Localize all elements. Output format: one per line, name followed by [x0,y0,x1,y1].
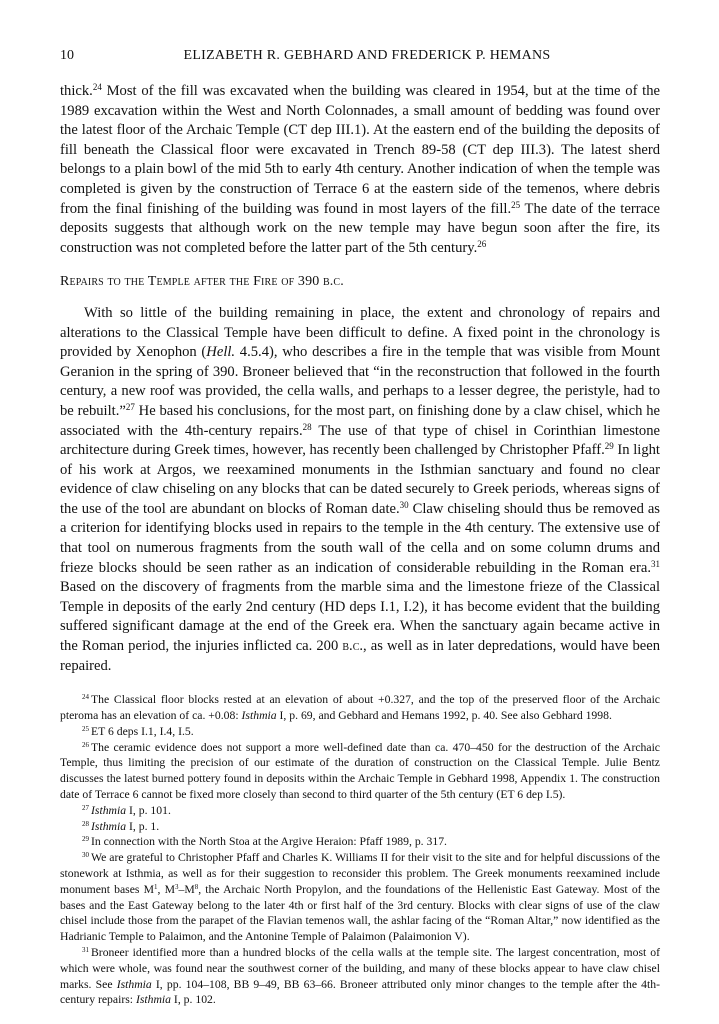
footnote-ref[interactable]: 27 [125,401,135,412]
paragraph-1: thick.$^{24}$ Most of the fill was excavated when the building was cleared in 1954, but at the time of the 1989 excavation within the West and North Colonnades, a small amount of bedding was found over the latest floor of the Archaic Temple (CT dep III.1). At the eastern end of the building the deposits of fill beneath the Classical floor were excavated in Trench 89-58 (CT dep III.3). The latest sherd belongs to a plain bowl of the mid 5th to early 4th century. Another indication of when the temple was completed is given by the construction of Terrace 6 at the eastern side of the temenos, where debris from the final finishing of the building was found in most layers of the fill.$^{25}$ The date of the terrace deposits suggests that although work on the new temple may have begun soon after the fire, its construction was not completed before the latter part of the 5th century.$^{26}$ [60,82,660,256]
footnote-ref[interactable]: 29 [604,441,614,452]
footnote-27: $^{27}$ Isthmia I, p. 101. [82,803,171,817]
footnote-28: $^{28}$ Isthmia I, p. 1. [82,819,160,833]
running-head: ELIZABETH R. GEBHARD AND FREDERICK P. HEMANS [183,48,551,63]
footnote-ref[interactable]: 26 [477,238,487,249]
footnote-24: $^{24}$ The Classical floor blocks rested at an elevation of about +0.327, and the top of the preserved floor of the Archaic pteroma has an elevation of ca. +0.08: Isthmia I, p. 69, and Gebhard and Hemans 1992, p. 40. See also Gebhard 1998. [60,693,660,723]
footnote-ref[interactable]: 31 [651,558,660,569]
page-header [60,48,660,70]
section-heading: Repairs to the Temple after the Fire of 390 b.c. [60,274,344,290]
footnote-ref[interactable]: 25 [511,199,521,210]
footnote-ref[interactable]: 30 [399,499,409,510]
page-number: 10 [60,48,74,63]
body-text [60,82,660,676]
page [60,48,660,1008]
footnote-26: $^{26}$ The ceramic evidence does not support a more well-defined date than ca. 470–450 for the destruction of the Archaic Temple, thus limiting the precision of our estimate of the duration of construction on the Classical Temple. Julie Bentz discusses the latest burned pottery found in deposits within the Archaic Temple in Gebhard 1998, Appendix 1. The construction date of Terrace 6 cannot be fixed more closely than second to third quarter of the 5th century (ET 6 dep I.5). [60,740,660,801]
footnote-25: $^{25}$ ET 6 deps I.1, I.4, I.5. [82,724,194,738]
footnote-ref[interactable]: 28 [302,421,312,432]
footnotes [60,692,660,1008]
footnote-ref[interactable]: 24 [92,82,102,92]
footnote-30: $^{30}$ We are grateful to Christopher Pfaff and Charles K. Williams II for their visit to the site and for helpful discussions of the stonework at Isthmia, as well as for their suggestion to reconsider this problem. The Greek monuments reexamined include monument bases $M^1$, $M^3-M^8$, the Archaic North Propylon, and the foundations of the Hellenistic East Gateway. Most of the bases and the East Gateway belong to the later 4th or first half of the 3rd century. Blocks with clear signs of use of the claw chisel include those from the parapet of the Flavian temenos wall, the ashlar facing of the “Roman Altar,” now identified as the Hadrianic Temple to Palaimon, and the Antonine Temple of Palaimon (Palaimonion V). [60,851,660,944]
footnote-31: $^{31}$ Broneer identified more than a hundred blocks of the cella walls at the temple site. The largest concentration, most of which were whole, was found near the southwest corner of the building, and many of these blocks appear to have claw chisel marks. See Isthmia I, pp. 104–108, BB 9–49, BB 63–66. Broneer attributed only minor changes to the temple after the 4th-century repairs: Isthmia I, p. 102. [60,945,660,1007]
footnote-29: $^{29}$ In connection with the North Stoa at the Argive Heraion: Pfaff 1989, p. 317. [82,835,447,849]
paragraph-2: With so little of the building remaining in place, the extent and chronology of repairs and alterations to the Classical Temple have been difficult to define. A fixed point in the chronology is provided by Xenophon (Hell. 4.5.4), who describes a fire in the temple that was visible from Mount Geranion in the spring of 390. Broneer believed that “in the reconstruction that followed in the fourth century, a new roof was provided, the cella walls, and perhaps to a lesser degree, the peristyle, had to be rebuilt.”$^{27}$ He based his conclusions, for the most part, on finishing done by a claw chisel, which he associated with the 4th-century repairs.$^{28}$ The use of that type of chisel in Corinthian limestone architecture during Greek times, however, has recently been challenged by Christopher Pfaff.$^{29}$ In light of his work at Argos, we reexamined monuments in the Isthmian sanctuary and found no clear evidence of claw chiseling on any blocks that can be dated securely to Greek periods, whereas signs of the use of the tool are abundant on blocks of Roman date.$^{30}$ Claw chiseling should thus be removed as a criterion for identifying blocks used in repairs to the temple in the 4th century. The extensive use of that tool on numerous fragments from the south wall of the cella and on some column drums and frieze blocks should be seen rather as an indication of considerable rebuilding in the Roman era.$^{31}$ Based on the discovery of fragments from the marble sima and the limestone frieze of the Classical Temple in deposits of the early 2nd century (HD deps I.1, I.2), it has become evident that the building suffered significant damage at the end of the Greek era. When the sanctuary again became active in the Roman period, the injuries inflicted ca. 200 b.c., as well as in later depredations, would have been repaired. [60,304,660,674]
